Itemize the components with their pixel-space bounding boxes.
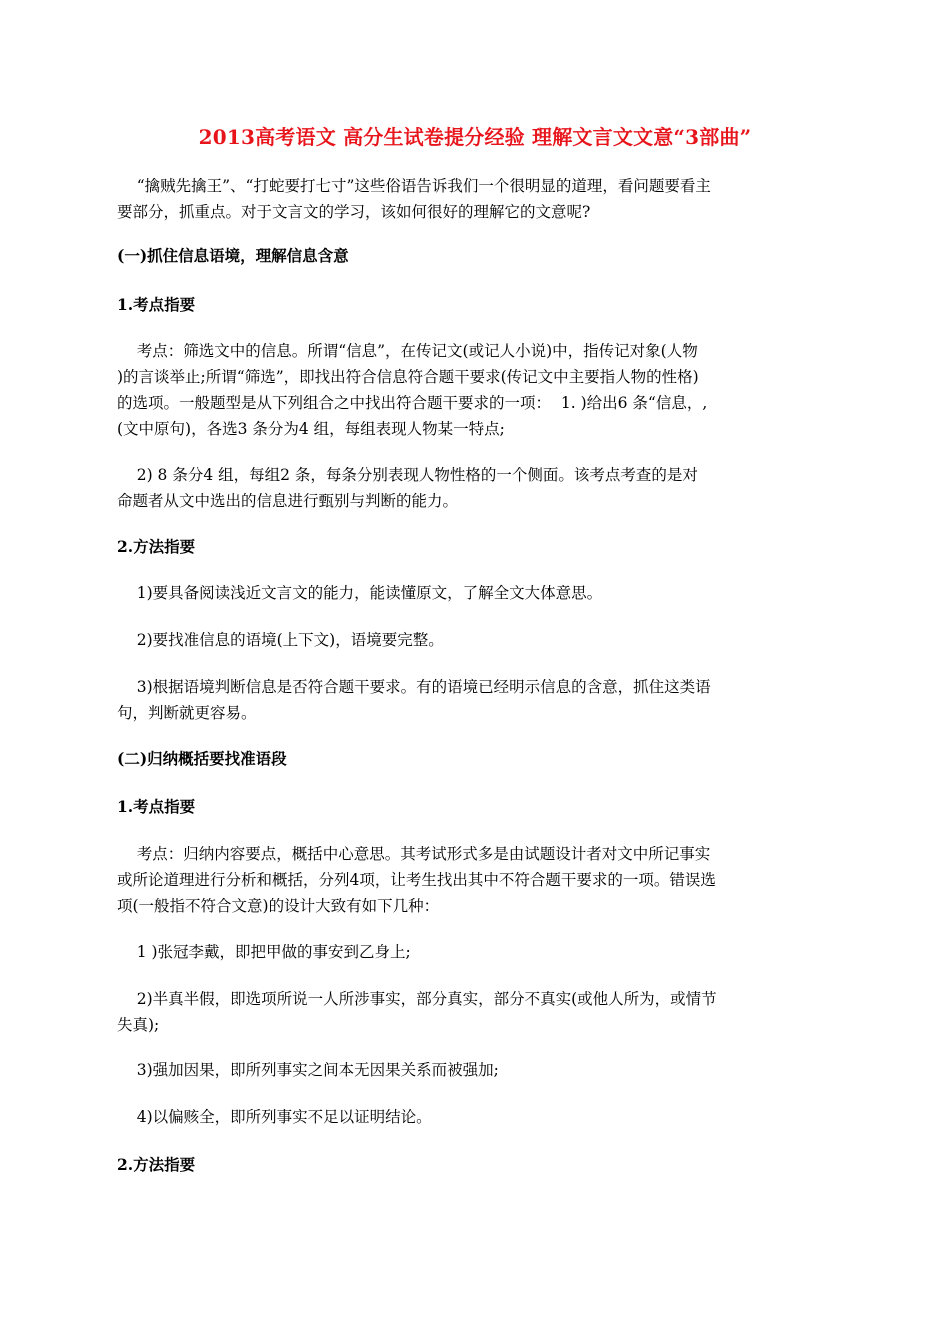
text-line: 命题者从文中选出的信息进行甄别与判断的能力。: [117, 492, 459, 510]
text-line: 2)半真半假，即选项所说一人所涉事实，部分真实，部分不真实(或他人所为，或情节: [117, 990, 717, 1008]
s1-2-item-2: 2)要找准信息的语境(上下文)，语境要完整。: [117, 631, 444, 649]
text-line: 要部分，抓重点。对于文言文的学习，该如何很好的理解它的文意呢?: [117, 203, 591, 221]
text-line: 句，判断就更容易。: [117, 704, 257, 722]
s1-1-paragraph-2: [117, 462, 817, 514]
s2-1-item-3: 3)强加因果，即所列事实之间本无因果关系而被强加;: [117, 1061, 499, 1079]
text-line: 或所论道理进行分析和概括，分列4项，让考生找出其中不符合题干要求的一项。错误选: [117, 871, 716, 889]
s1-2-item-3: [117, 674, 817, 726]
text-line: 失真);: [117, 1016, 160, 1034]
text-line: 2) 8 条分4 组，每组2 条，每条分别表现人物性格的一个侧面。该考点考查的是对: [117, 466, 698, 484]
text-line: 项(一般指不符合文意)的设计大致有如下几种：: [117, 897, 440, 915]
s2-1-paragraph-1: [117, 841, 817, 919]
subsection-2-1-heading: 1.考点指要: [117, 797, 196, 816]
text-line: 3)根据语境判断信息是否符合题干要求。有的语境已经明示信息的含意，抓住这类语: [117, 678, 711, 696]
s2-1-item-2: [117, 986, 817, 1038]
text-line: (文中原句)，各选3 条分为4 组，每组表现人物某一特点;: [117, 420, 505, 438]
s2-1-item-4: 4)以偏赅全，即所列事实不足以证明结论。: [117, 1108, 432, 1126]
subsection-1-1-heading: 1.考点指要: [117, 295, 196, 314]
s1-1-paragraph-1: [117, 338, 817, 442]
subsection-1-2-heading: 2.方法指要: [117, 537, 196, 556]
subsection-2-2-heading: 2.方法指要: [117, 1155, 196, 1174]
text-line: 的选项。一般题型是从下列组合之中找出符合题干要求的一项： 1. )给出6 条“信息，,: [117, 394, 708, 412]
section-1-heading: (一)抓住信息语境，理解信息含意: [117, 246, 349, 265]
document-title: 2013高考语文 高分生试卷提分经验 理解文言文文意“3部曲”: [198, 125, 752, 149]
text-line: 考点：归纳内容要点，概括中心意思。其考试形式多是由试题设计者对文中所记事实: [117, 845, 711, 863]
intro-paragraph: [117, 173, 817, 225]
text-line: 考点：筛选文中的信息。所谓“信息”，在传记文(或记人小说)中，指传记对象(人物: [117, 342, 698, 360]
s1-2-item-1: 1)要具备阅读浅近文言文的能力，能读懂原文，了解全文大体意思。: [117, 584, 603, 602]
text-line: “擒贼先擒王”、“打蛇要打七寸”这些俗语告诉我们一个很明显的道理，看问题要看主: [117, 177, 711, 195]
section-2-heading: (二)归纳概括要找准语段: [117, 749, 287, 768]
text-line: )的言谈举止;所谓“筛选”，即找出符合信息符合题干要求(传记文中主要指人物的性格): [117, 368, 699, 386]
s2-1-item-1: 1 )张冠李戴，即把甲做的事安到乙身上;: [117, 943, 411, 961]
